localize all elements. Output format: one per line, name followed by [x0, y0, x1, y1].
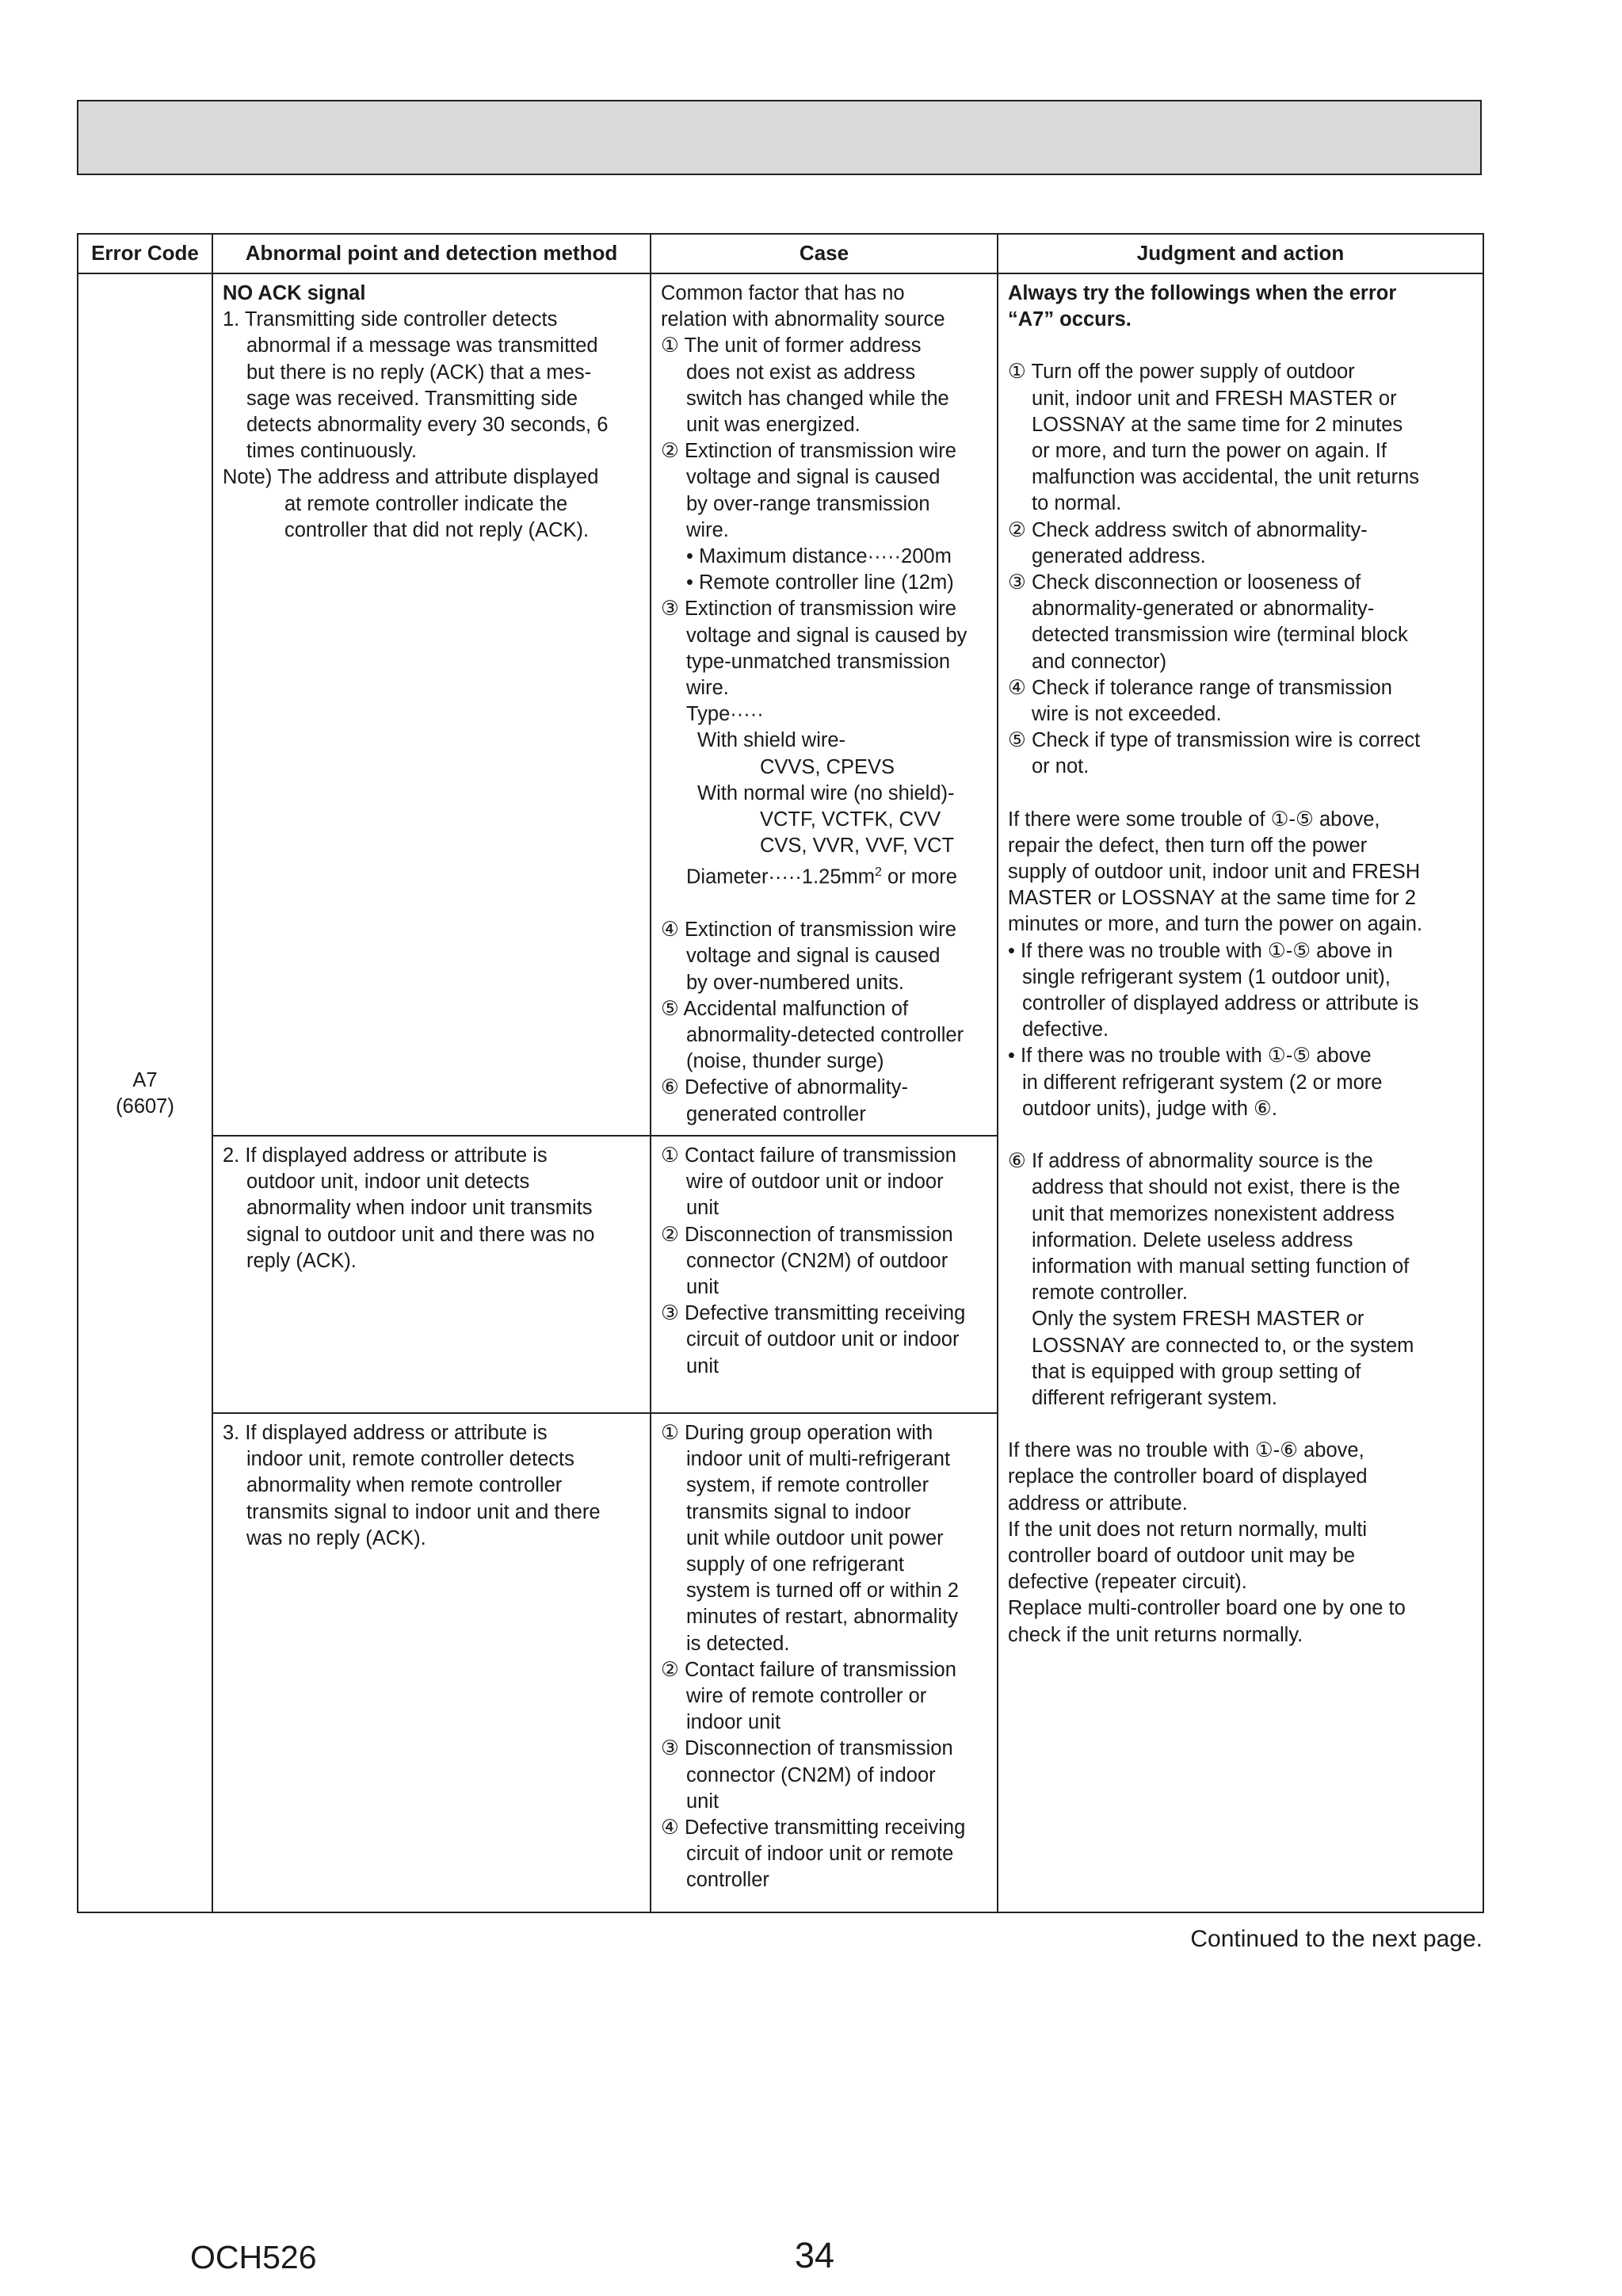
judgment-text: controller board of outdoor unit may be	[1008, 1544, 1356, 1567]
case-text: Common factor that has no	[661, 282, 905, 304]
judgment-heading: Always try the followings when the error	[1008, 282, 1397, 304]
judgment-text: wire is not exceeded.	[1032, 703, 1222, 726]
case-text: ② Contact failure of transmission	[661, 1658, 956, 1681]
col-header-detection: Abnormal point and detection method	[212, 234, 651, 273]
judgment-text: check if the unit returns normally.	[1008, 1623, 1303, 1646]
error-code: A7	[132, 1068, 158, 1091]
judgment-text: • If there was no trouble with ①-⑤ above	[1008, 1045, 1372, 1068]
case-text: unit	[686, 1790, 719, 1813]
judgment-text: outdoor units), judge with ⑥.	[1022, 1097, 1277, 1120]
judgment-text: LOSSNAY at the same time for 2 minutes	[1032, 413, 1403, 436]
judgment-text: repair the defect, then turn off the power	[1008, 834, 1368, 857]
detection-item1-line: detects abnormality every 30 seconds, 6	[246, 414, 609, 437]
case-text: Type·····	[686, 703, 764, 726]
judgment-text: ③ Check disconnection or looseness of	[1008, 571, 1361, 594]
case-text: switch has changed while the	[686, 387, 949, 410]
case-text: circuit of outdoor unit or indoor	[686, 1328, 960, 1351]
col-header-error-code: Error Code	[78, 234, 212, 273]
detection-cell-1	[212, 273, 651, 1136]
case-cell-3	[651, 1413, 998, 1912]
case-text: supply of one refrigerant	[686, 1553, 904, 1576]
judgment-text: or not.	[1032, 755, 1090, 778]
case-text: (noise, thunder surge)	[686, 1050, 884, 1073]
detection-item2-line: signal to outdoor unit and there was no	[246, 1223, 595, 1246]
detection-item2-line: reply (ACK).	[246, 1249, 357, 1272]
detection-item1-line: sage was received. Transmitting side	[246, 387, 578, 410]
judgment-text: Only the system FRESH MASTER or	[1032, 1308, 1364, 1331]
judgment-text: address or attribute.	[1008, 1492, 1188, 1515]
case-text: wire.	[686, 518, 729, 541]
judgment-text: MASTER or LOSSNAY at the same time for 2	[1008, 887, 1416, 910]
judgment-text: in different refrigerant system (2 or more	[1022, 1071, 1383, 1094]
case-text: generated controller	[686, 1102, 866, 1125]
case-text: connector (CN2M) of outdoor	[686, 1249, 948, 1272]
case-text: transmits signal to indoor	[686, 1500, 911, 1523]
detection-cell-3	[212, 1413, 651, 1912]
case-text: ③ Disconnection of transmission	[661, 1737, 953, 1760]
col-header-case: Case	[651, 234, 998, 273]
case-text: voltage and signal is caused	[686, 945, 941, 968]
detection-item3-line: transmits signal to indoor unit and there	[246, 1500, 601, 1523]
judgment-text: malfunction was accidental, the unit returns	[1032, 466, 1420, 489]
case-text: controller	[686, 1869, 769, 1892]
detection-note-line: at remote controller indicate the	[284, 492, 568, 515]
case-text: • Maximum distance·····200m	[686, 545, 952, 568]
detection-item1-line: 1. Transmitting side controller detects	[223, 308, 558, 331]
case-text: ④ Defective transmitting receiving	[661, 1817, 966, 1839]
judgment-text: different refrigerant system.	[1032, 1386, 1277, 1409]
detection-item1-line: but there is no reply (ACK) that a mes-	[246, 361, 592, 384]
case-text: connector (CN2M) of indoor	[686, 1763, 936, 1786]
detection-note-line: controller that did not reply (ACK).	[284, 518, 590, 541]
case-text: system is turned off or within 2	[686, 1580, 959, 1603]
judgment-text: If the unit does not return normally, multi	[1008, 1518, 1368, 1541]
case-cell-2	[651, 1136, 998, 1413]
error-code-detail: (6607)	[116, 1095, 174, 1117]
judgment-text: ⑤ Check if type of transmission wire is correct	[1008, 729, 1421, 752]
judgment-text: defective.	[1022, 1018, 1109, 1041]
case-text: CVS, VVR, VVF, VCT	[760, 835, 955, 858]
case-text: unit while outdoor unit power	[686, 1526, 944, 1549]
case-text: ③ Extinction of transmission wire	[661, 598, 956, 621]
detection-item2-line: outdoor unit, indoor unit detects	[246, 1171, 530, 1194]
case-text: With normal wire (no shield)-	[697, 781, 955, 804]
judgment-text: replace the controller board of displayed	[1008, 1465, 1368, 1488]
judgment-text: information. Delete useless address	[1032, 1228, 1353, 1251]
case-text: does not exist as address	[686, 361, 916, 384]
detection-item3-line: was no reply (ACK).	[246, 1526, 426, 1549]
judgment-cell	[998, 273, 1483, 1912]
case-text: unit	[686, 1354, 719, 1377]
judgment-text: or more, and turn the power on again. If	[1032, 440, 1387, 463]
col-header-judgment: Judgment and action	[998, 234, 1483, 273]
detection-item2-line: abnormality when indoor unit transmits	[246, 1197, 593, 1220]
case-text: ⑤ Accidental malfunction of	[661, 997, 909, 1020]
case-text: voltage and signal is caused by	[686, 624, 967, 647]
judgment-text: controller of displayed address or attribute is	[1022, 992, 1419, 1015]
judgment-text: information with manual setting function of	[1032, 1255, 1410, 1278]
judgment-text: ⑥ If address of abnormality source is the	[1008, 1150, 1373, 1173]
case-text: unit	[686, 1276, 719, 1299]
case-text: abnormality-detected controller	[686, 1023, 964, 1046]
document-code: OCH526	[190, 2239, 317, 2275]
judgment-text: detected transmission wire (terminal block	[1032, 624, 1408, 647]
detection-item1-line: times continuously.	[246, 440, 417, 463]
judgment-text: to normal.	[1032, 492, 1122, 515]
judgment-text: unit that memorizes nonexistent address	[1032, 1202, 1395, 1225]
case-text: indoor unit	[686, 1711, 781, 1734]
continued-note: Continued to the next page.	[1190, 1926, 1483, 1952]
detection-cell-2	[212, 1136, 651, 1413]
case-text: wire.	[686, 677, 729, 700]
judgment-text: single refrigerant system (1 outdoor unit),	[1022, 965, 1391, 988]
case-text: VCTF, VCTFK, CVV	[760, 808, 941, 831]
case-text: by over-range transmission	[686, 492, 930, 515]
case-text: ② Extinction of transmission wire	[661, 440, 956, 463]
case-diameter-tail: or more	[881, 865, 957, 888]
judgment-text: abnormality-generated or abnormality-	[1032, 598, 1375, 621]
case-text: system, if remote controller	[686, 1474, 929, 1497]
case-text: ③ Defective transmitting receiving	[661, 1302, 966, 1325]
case-text: by over-numbered units.	[686, 971, 904, 994]
case-text: ⑥ Defective of abnormality-	[661, 1076, 908, 1099]
case-text: voltage and signal is caused	[686, 466, 941, 489]
judgment-text: unit, indoor unit and FRESH MASTER or	[1032, 387, 1397, 410]
judgment-text: If there were some trouble of ①-⑤ above,	[1008, 808, 1380, 831]
case-text: wire of remote controller or	[686, 1685, 927, 1708]
judgment-text: supply of outdoor unit, indoor unit and FRESH	[1008, 861, 1421, 884]
detection-item3-line: 3. If displayed address or attribute is	[223, 1422, 548, 1444]
case-text: With shield wire-	[697, 729, 846, 752]
case-text: • Remote controller line (12m)	[686, 571, 954, 594]
judgment-text: that is equipped with group setting of	[1032, 1360, 1361, 1383]
case-cell-1	[651, 273, 998, 1136]
case-diameter	[661, 859, 987, 891]
detection-item3-line: abnormality when remote controller	[246, 1474, 563, 1497]
judgment-text: • If there was no trouble with ①-⑤ above in	[1008, 939, 1393, 962]
judgment-text: generated address.	[1032, 544, 1206, 567]
detection-item3-line: indoor unit, remote controller detects	[246, 1448, 574, 1471]
case-text: unit was energized.	[686, 414, 861, 437]
case-text: is detected.	[686, 1632, 790, 1655]
judgment-text: minutes or more, and turn the power on again.	[1008, 913, 1423, 936]
page-number: 34	[795, 2235, 835, 2275]
table-row	[78, 273, 1483, 1136]
case-text: circuit of indoor unit or remote	[686, 1843, 954, 1866]
case-text: wire of outdoor unit or indoor	[686, 1171, 944, 1194]
case-text: type-unmatched transmission	[686, 650, 951, 673]
judgment-text: Replace multi-controller board one by one to	[1008, 1597, 1406, 1620]
case-diameter-text: Diameter·····1.25mm	[686, 865, 876, 888]
case-text: ② Disconnection of transmission	[661, 1223, 953, 1246]
judgment-text: LOSSNAY are connected to, or the system	[1032, 1334, 1414, 1357]
case-text: relation with abnormality source	[661, 308, 945, 331]
detection-item1-line: abnormal if a message was transmitted	[246, 334, 598, 357]
judgment-text: remote controller.	[1032, 1282, 1189, 1305]
case-text: ① Contact failure of transmission	[661, 1144, 956, 1167]
case-diameter-sup: 2	[875, 865, 882, 880]
error-code-table	[77, 233, 1484, 1913]
detection-note-line: Note) The address and attribute displayed	[223, 466, 599, 489]
detection-title: NO ACK signal	[223, 282, 366, 304]
judgment-text: ④ Check if tolerance range of transmission	[1008, 676, 1392, 699]
judgment-text: and connector)	[1032, 650, 1167, 673]
case-text: minutes of restart, abnormality	[686, 1606, 958, 1629]
case-text: CVVS, CPEVS	[760, 755, 895, 778]
case-text: ① The unit of former address	[661, 334, 922, 357]
case-text: ④ Extinction of transmission wire	[661, 919, 956, 942]
table-header-row	[78, 234, 1483, 273]
error-code-cell	[78, 273, 212, 1912]
case-text: unit	[686, 1197, 719, 1220]
case-text: ① During group operation with	[661, 1422, 933, 1444]
judgment-text: address that should not exist, there is the	[1032, 1176, 1400, 1199]
detection-item2-line: 2. If displayed address or attribute is	[223, 1144, 548, 1167]
page-header-band	[77, 100, 1482, 175]
judgment-text: If there was no trouble with ①-⑥ above,	[1008, 1439, 1364, 1462]
case-text: indoor unit of multi-refrigerant	[686, 1448, 951, 1471]
judgment-text: ① Turn off the power supply of outdoor	[1008, 361, 1355, 384]
judgment-text: ② Check address switch of abnormality-	[1008, 518, 1368, 541]
judgment-text: defective (repeater circuit).	[1008, 1571, 1247, 1594]
judgment-heading: “A7” occurs.	[1008, 308, 1132, 331]
